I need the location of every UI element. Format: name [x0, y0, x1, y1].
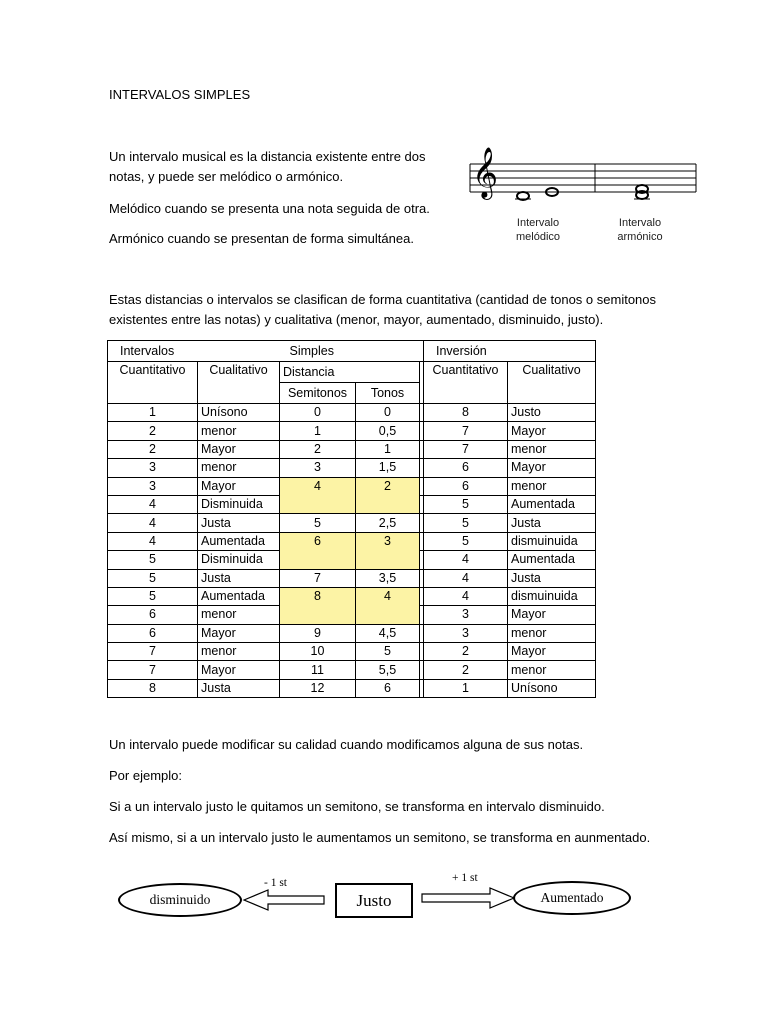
cell-semitonos: 9	[280, 624, 356, 642]
cell-inv-cuantitativo: 2	[424, 643, 508, 661]
disminuido-ellipse: disminuido	[118, 883, 242, 917]
cell-cualitativo: Justa	[198, 514, 280, 532]
cell-cualitativo: Aumentada	[198, 532, 280, 550]
header-intervalos: Intervalos	[108, 341, 280, 362]
cell-inv-cuantitativo: 7	[424, 422, 508, 440]
header-inversion: Inversión	[424, 341, 596, 362]
table-row	[108, 422, 596, 440]
cell-tonos: 4	[356, 587, 420, 624]
cell-inv-cuantitativo: 8	[424, 404, 508, 422]
cell-cuantitativo: 1	[108, 404, 198, 422]
cell-tonos: 2	[356, 477, 420, 514]
cell-tonos: 5	[356, 643, 420, 661]
cell-tonos: 3,5	[356, 569, 420, 587]
cell-semitonos: 11	[280, 661, 356, 679]
cell-cuantitativo: 2	[108, 422, 198, 440]
treble-clef-icon: 𝄞	[472, 147, 499, 198]
cell-semitonos: 7	[280, 569, 356, 587]
cell-cualitativo: menor	[198, 422, 280, 440]
header-tonos: Tonos	[356, 383, 420, 404]
table-row	[108, 587, 596, 605]
minus-semitone-label: - 1 st	[264, 877, 287, 889]
rule-justo-minus: Si a un intervalo justo le quitamos un semitono, se transforma en intervalo disminuido.	[109, 799, 605, 814]
classify-line-2: existentes entre las notas) y cualitativa (menor, mayor, aumentado, disminuido, justo).	[109, 312, 604, 327]
page-title: INTERVALOS SIMPLES	[109, 87, 251, 102]
header-cuantitativo: Cuantitativo	[108, 362, 198, 404]
intro-line-2: notas, y puede ser melódico o armónico.	[109, 169, 344, 184]
left-arrow-icon	[242, 888, 326, 912]
header-inv-cuantitativo: Cuantitativo	[424, 362, 508, 404]
cell-semitonos: 2	[280, 440, 356, 458]
table-row	[108, 624, 596, 642]
cell-cualitativo: Unísono	[198, 404, 280, 422]
cell-semitonos: 3	[280, 459, 356, 477]
table-row	[108, 440, 596, 458]
cell-semitonos: 6	[280, 532, 356, 569]
cell-cualitativo: Justa	[198, 679, 280, 697]
cell-cualitativo: Disminuida	[198, 495, 280, 513]
intervals-table	[107, 340, 596, 698]
cell-tonos: 6	[356, 679, 420, 697]
cell-cualitativo: menor	[198, 606, 280, 624]
cell-tonos: 4,5	[356, 624, 420, 642]
cell-cualitativo: Mayor	[198, 477, 280, 495]
table-row	[108, 532, 596, 550]
cell-inv-cuantitativo: 3	[424, 624, 508, 642]
cell-semitonos: 5	[280, 514, 356, 532]
interval-staff-figure	[462, 147, 698, 250]
table-row	[108, 459, 596, 477]
cell-tonos: 5,5	[356, 661, 420, 679]
cell-inv-cualitativo: Mayor	[508, 459, 596, 477]
cell-tonos: 2,5	[356, 514, 420, 532]
cell-inv-cualitativo: menor	[508, 661, 596, 679]
caption-harmonic	[610, 216, 670, 244]
classify-line-1: Estas distancias o intervalos se clasifican de forma cuantitativa (cantidad de tonos o semitonos	[109, 292, 657, 307]
rule-justo-plus: Así mismo, si a un intervalo justo le aumentamos un semitono, se transforma en aunmentado.	[109, 830, 651, 845]
cell-inv-cualitativo: Mayor	[508, 422, 596, 440]
cell-inv-cualitativo: menor	[508, 624, 596, 642]
cell-inv-cualitativo: dismuinuida	[508, 587, 596, 605]
cell-inv-cuantitativo: 5	[424, 532, 508, 550]
cell-cuantitativo: 4	[108, 495, 198, 513]
cell-inv-cuantitativo: 1	[424, 679, 508, 697]
table-row	[108, 569, 596, 587]
cell-semitonos: 4	[280, 477, 356, 514]
header-semitonos: Semitonos	[280, 383, 356, 404]
header-distancia: Distancia	[280, 362, 420, 383]
cell-tonos: 0,5	[356, 422, 420, 440]
cell-inv-cuantitativo: 6	[424, 459, 508, 477]
cell-cuantitativo: 7	[108, 643, 198, 661]
cell-tonos: 0	[356, 404, 420, 422]
justo-box: Justo	[335, 883, 413, 918]
cell-cuantitativo: 3	[108, 477, 198, 495]
header-simples: Simples	[280, 341, 424, 362]
cell-cualitativo: menor	[198, 459, 280, 477]
cell-inv-cuantitativo: 6	[424, 477, 508, 495]
cell-inv-cualitativo: Mayor	[508, 606, 596, 624]
cell-cuantitativo: 4	[108, 514, 198, 532]
cell-inv-cualitativo: Aumentada	[508, 495, 596, 513]
cell-inv-cualitativo: Justa	[508, 514, 596, 532]
cell-inv-cuantitativo: 4	[424, 587, 508, 605]
header-cualitativo: Cualitativo	[198, 362, 280, 404]
aumentado-ellipse: Aumentado	[513, 881, 631, 915]
cell-cuantitativo: 5	[108, 587, 198, 605]
cell-inv-cualitativo: Unísono	[508, 679, 596, 697]
cell-semitonos: 1	[280, 422, 356, 440]
cell-cuantitativo: 2	[108, 440, 198, 458]
cell-cuantitativo: 5	[108, 551, 198, 569]
caption-harmonic-line2: armónico	[617, 231, 663, 243]
cell-cuantitativo: 8	[108, 679, 198, 697]
cell-inv-cuantitativo: 3	[424, 606, 508, 624]
cell-inv-cuantitativo: 7	[424, 440, 508, 458]
table-row	[108, 404, 596, 422]
cell-cualitativo: Mayor	[198, 440, 280, 458]
cell-cuantitativo: 5	[108, 569, 198, 587]
cell-semitonos: 0	[280, 404, 356, 422]
caption-harmonic-line1: Intervalo	[618, 217, 662, 229]
cell-tonos: 1	[356, 440, 420, 458]
plus-semitone-label: + 1 st	[452, 872, 478, 884]
cell-inv-cualitativo: Mayor	[508, 643, 596, 661]
cell-cualitativo: Mayor	[198, 661, 280, 679]
cell-cuantitativo: 6	[108, 606, 198, 624]
table-row	[108, 643, 596, 661]
cell-semitonos: 8	[280, 587, 356, 624]
cell-inv-cualitativo: Justa	[508, 569, 596, 587]
cell-tonos: 3	[356, 532, 420, 569]
cell-inv-cualitativo: menor	[508, 440, 596, 458]
right-arrow-icon	[420, 886, 516, 910]
interval-quality-diagram	[115, 868, 635, 938]
cell-cualitativo: Mayor	[198, 624, 280, 642]
caption-melodic	[508, 216, 568, 244]
cell-tonos: 1,5	[356, 459, 420, 477]
cell-inv-cualitativo: dismuinuida	[508, 532, 596, 550]
cell-inv-cualitativo: Justo	[508, 404, 596, 422]
cell-inv-cualitativo: menor	[508, 477, 596, 495]
cell-cualitativo: Disminuida	[198, 551, 280, 569]
example-label: Por ejemplo:	[109, 768, 182, 783]
table-row	[108, 514, 596, 532]
cell-cuantitativo: 7	[108, 661, 198, 679]
table-header-row-1	[108, 341, 596, 362]
cell-inv-cuantitativo: 5	[424, 495, 508, 513]
cell-cuantitativo: 6	[108, 624, 198, 642]
header-inv-cualitativo: Cualitativo	[508, 362, 596, 404]
caption-melodic-line2: melódico	[515, 231, 561, 243]
cell-cualitativo: Aumentada	[198, 587, 280, 605]
cell-cuantitativo: 4	[108, 532, 198, 550]
table-row	[108, 679, 596, 697]
cell-semitonos: 10	[280, 643, 356, 661]
table-header-row-2	[108, 362, 596, 383]
intro-line-1: Un intervalo musical es la distancia existente entre dos	[109, 149, 426, 164]
table-row	[108, 661, 596, 679]
cell-cualitativo: Justa	[198, 569, 280, 587]
cell-semitonos: 12	[280, 679, 356, 697]
cell-inv-cualitativo: Aumentada	[508, 551, 596, 569]
cell-inv-cuantitativo: 5	[424, 514, 508, 532]
cell-inv-cuantitativo: 4	[424, 551, 508, 569]
modify-text: Un intervalo puede modificar su calidad cuando modificamos alguna de sus notas.	[109, 737, 584, 752]
caption-melodic-line1: Intervalo	[516, 217, 560, 229]
melodic-definition: Melódico cuando se presenta una nota seguida de otra.	[109, 201, 430, 216]
cell-cuantitativo: 3	[108, 459, 198, 477]
harmonic-definition: Armónico cuando se presentan de forma simultánea.	[109, 231, 414, 246]
cell-inv-cuantitativo: 4	[424, 569, 508, 587]
table-row	[108, 477, 596, 495]
cell-cualitativo: menor	[198, 643, 280, 661]
cell-inv-cuantitativo: 2	[424, 661, 508, 679]
